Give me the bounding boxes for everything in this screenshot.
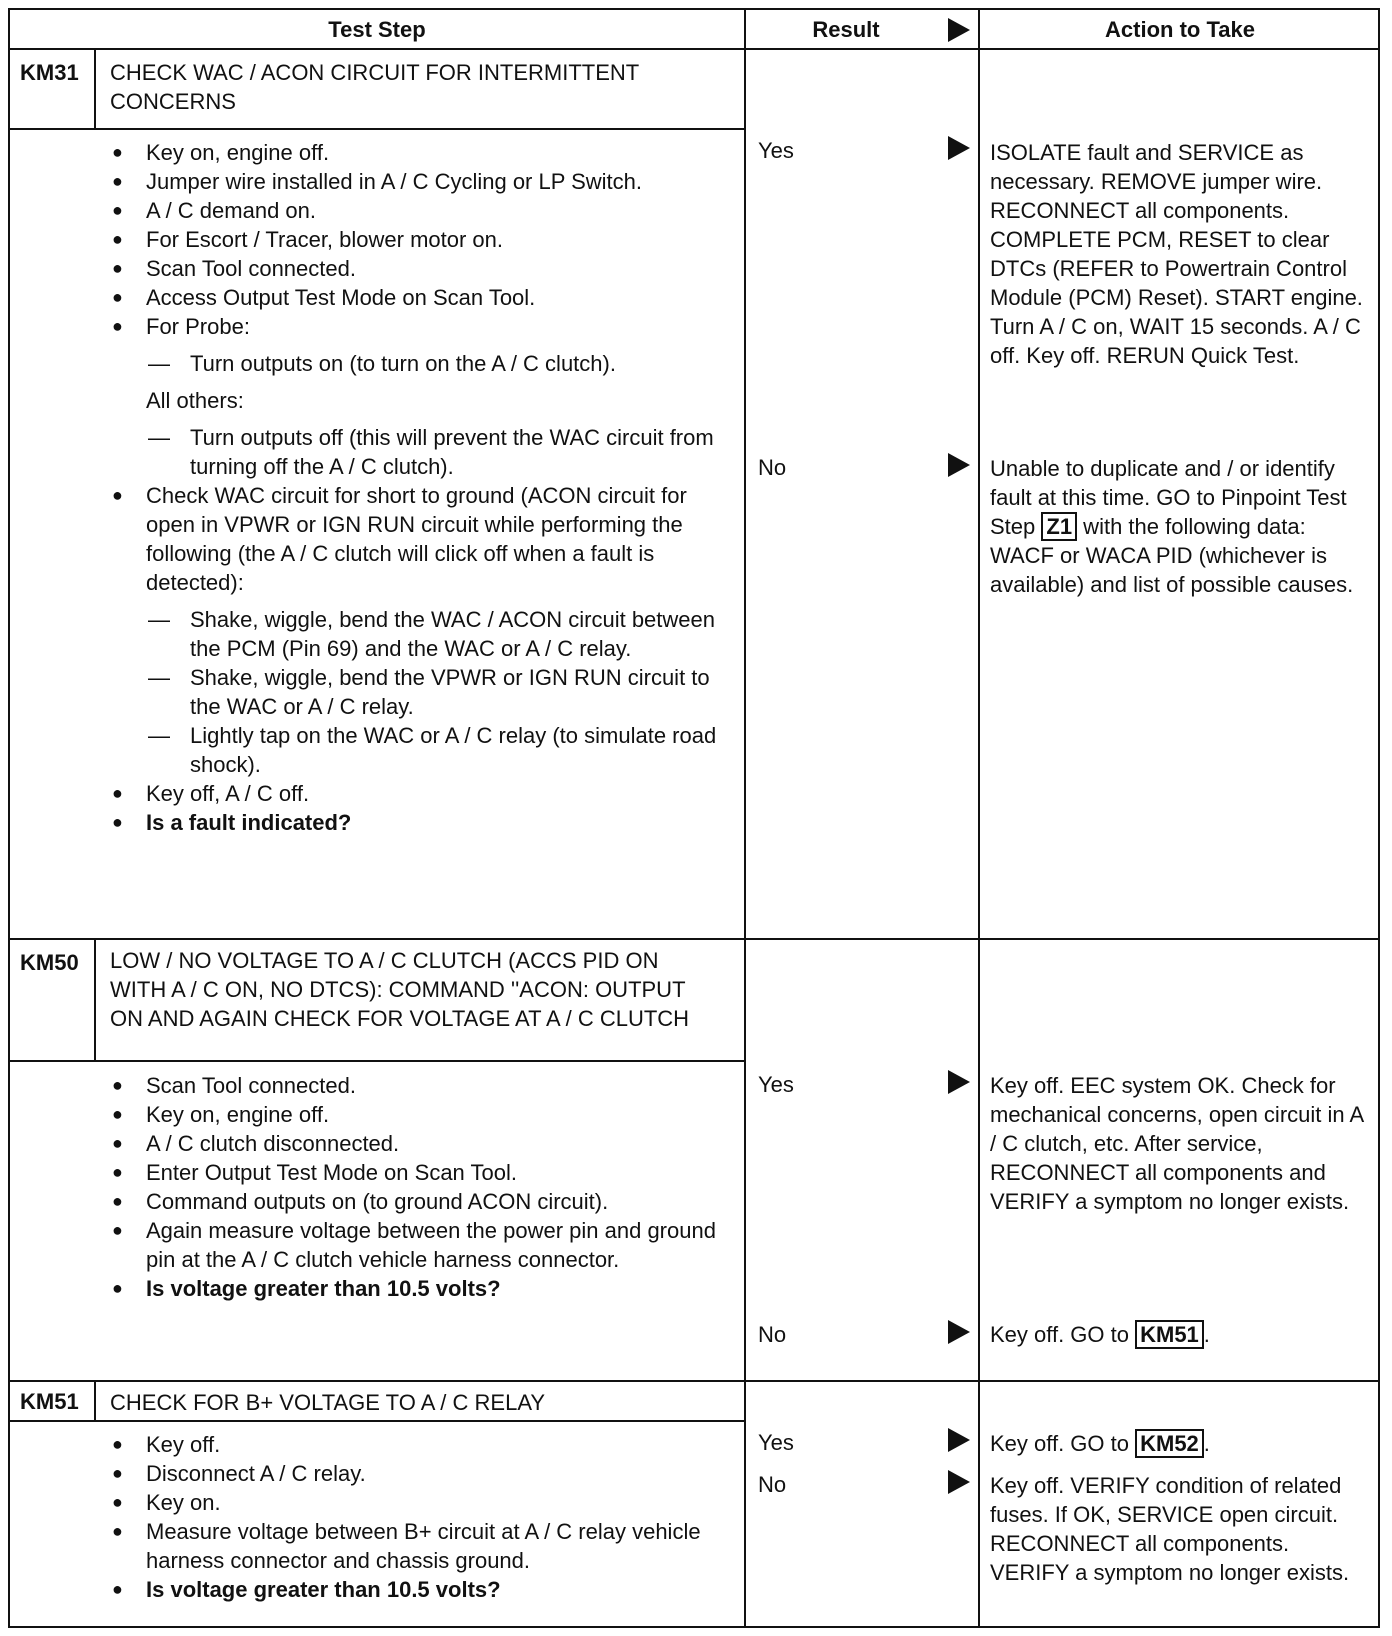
arrow-icon — [948, 136, 970, 160]
column-divider — [744, 10, 746, 1626]
list-item: ● Key off, A / C off. — [110, 779, 730, 808]
action-yes: Key off. GO to KM52 . — [990, 1431, 1210, 1456]
action-yes: ISOLATE fault and SERVICE as necessary. REMOVE jumper wire. RECONNECT all components. COMPLETE PCM, RESET to clear DTCs (REFER to Powertrain Control Module (PCM) Reset). START engine. Turn A / C on, WAIT 15 seconds. A / C off. Key off. RERUN Quick Test. — [990, 140, 1363, 368]
list-item: ● A / C clutch disconnected. — [110, 1129, 730, 1158]
step-code: KM50 — [20, 950, 79, 975]
list-item: ● Key on, engine off. — [110, 138, 730, 167]
list-item: ● Key on. — [110, 1488, 730, 1517]
action-no: Unable to duplicate and / or identify fault at this time. GO to Pinpoint Test Step Z1 with the following data: WACF or WACA PID (whichever is available) and list of possible causes. — [990, 456, 1354, 597]
list-item: ● Key off. — [110, 1430, 730, 1459]
list-item: ● Check WAC circuit for short to ground (ACON circuit for open in VPWR or IGN RUN circuit while performing the following (the A / C clutch will click off when a fault is detected): — [110, 481, 730, 597]
arrow-icon — [948, 1428, 970, 1452]
section-divider — [10, 1380, 1378, 1382]
sub-item: — Lightly tap on the WAC or A / C relay (to simulate road shock). — [110, 721, 730, 779]
title-divider — [10, 1060, 746, 1062]
action-yes: Key off. EEC system OK. Check for mechanical concerns, open circuit in A / C clutch, etc. After service, RECONNECT all components and VERIFY a symptom no longer exists. — [990, 1073, 1363, 1214]
header-result: Result — [812, 17, 880, 42]
arrow-icon — [948, 1070, 970, 1094]
code-divider — [94, 1382, 96, 1422]
question: ● Is voltage greater than 10.5 volts? — [110, 1274, 730, 1303]
list-item: ● Enter Output Test Mode on Scan Tool. — [110, 1158, 730, 1187]
result-yes: Yes — [758, 1430, 794, 1455]
step-title: CHECK WAC / ACON CIRCUIT FOR INTERMITTENT CONCERNS — [110, 60, 639, 114]
list-item: ● Again measure voltage between the power pin and ground pin at the A / C clutch vehicle harness connector. — [110, 1216, 730, 1274]
sub-item: — Shake, wiggle, bend the WAC / ACON circuit between the PCM (Pin 69) and the WAC or A / C relay. — [110, 605, 730, 663]
question: ● Is a fault indicated? — [110, 808, 730, 837]
title-divider — [10, 1420, 746, 1422]
sub-item: — Turn outputs off (this will prevent the WAC circuit from turning off the A / C clutch). — [110, 423, 730, 481]
list-item: ● A / C demand on. — [110, 196, 730, 225]
list-item: ● Scan Tool connected. — [110, 254, 730, 283]
step-code: KM31 — [20, 60, 79, 85]
list-item: ● Disconnect A / C relay. — [110, 1459, 730, 1488]
step-reference[interactable]: Z1 — [1041, 512, 1077, 541]
arrow-icon — [948, 1320, 970, 1344]
code-divider — [94, 50, 96, 130]
column-divider — [978, 10, 980, 1626]
action-no: Key off. VERIFY condition of related fuses. If OK, SERVICE open circuit. RECONNECT all components. VERIFY a symptom no longer exists. — [990, 1473, 1350, 1585]
list-item: ● Key on, engine off. — [110, 1100, 730, 1129]
code-divider — [94, 940, 96, 1062]
step-reference[interactable]: KM51 — [1135, 1320, 1204, 1349]
section-divider — [10, 938, 1378, 940]
sub-item: — Turn outputs on (to turn on the A / C clutch). — [110, 349, 730, 378]
step-instructions — [110, 1071, 730, 1303]
step-title: CHECK FOR B+ VOLTAGE TO A / C RELAY — [110, 1390, 546, 1415]
result-no: No — [758, 1322, 787, 1347]
result-yes: Yes — [758, 1072, 794, 1097]
title-divider — [10, 128, 746, 130]
arrow-icon — [948, 1470, 970, 1494]
step-code: KM51 — [20, 1389, 79, 1414]
result-no: No — [758, 455, 787, 480]
step-instructions — [110, 138, 730, 837]
step-instructions — [110, 1430, 730, 1604]
list-item: ● Scan Tool connected. — [110, 1071, 730, 1100]
result-yes: Yes — [758, 138, 794, 163]
result-no: No — [758, 1472, 787, 1497]
list-item: ● Measure voltage between B+ circuit at A / C relay vehicle harness connector and chassis ground. — [110, 1517, 730, 1575]
question: ● Is voltage greater than 10.5 volts? — [110, 1575, 730, 1604]
arrow-icon — [948, 453, 970, 477]
header-test-step: Test Step — [328, 17, 426, 42]
diagnostic-table — [8, 8, 1380, 1628]
header-action: Action to Take — [1105, 17, 1255, 42]
list-item: ● Access Output Test Mode on Scan Tool. — [110, 283, 730, 312]
list-item: ● For Escort / Tracer, blower motor on. — [110, 225, 730, 254]
list-item: ● Jumper wire installed in A / C Cycling or LP Switch. — [110, 167, 730, 196]
action-no: Key off. GO to KM51 . — [990, 1322, 1210, 1347]
list-label: All others: — [146, 388, 244, 413]
arrow-icon — [948, 18, 970, 42]
list-item: ● For Probe: — [110, 312, 730, 341]
list-item: ● Command outputs on (to ground ACON circuit). — [110, 1187, 730, 1216]
step-reference[interactable]: KM52 — [1135, 1429, 1204, 1458]
sub-item: — Shake, wiggle, bend the VPWR or IGN RUN circuit to the WAC or A / C relay. — [110, 663, 730, 721]
step-title: LOW / NO VOLTAGE TO A / C CLUTCH (ACCS PID ON WITH A / C ON, NO DTCS): COMMAND ''ACON: OUTPUT ON AND AGAIN CHECK FOR VOLTAGE AT A / C CLUTCH — [110, 948, 690, 1031]
